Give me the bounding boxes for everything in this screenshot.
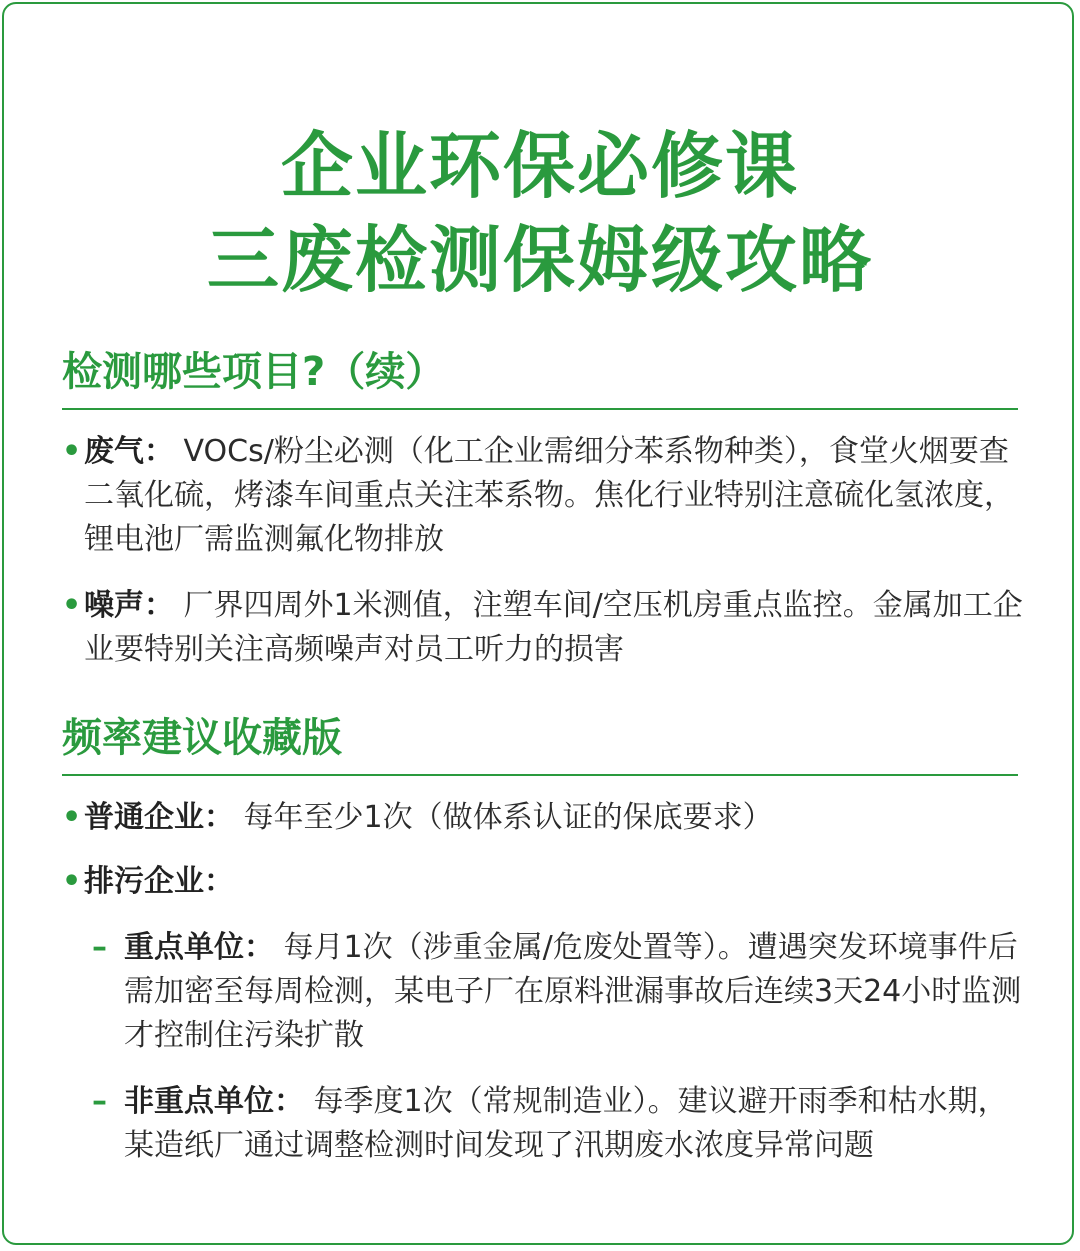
list-item-waste-gas xyxy=(62,430,1024,562)
section-heading-items: 检测哪些项目?（续） xyxy=(62,346,1018,410)
item-text: VOCs/粉尘必测（化工企业需细分苯系物种类），食堂火烟要查二氧化硫，烤漆车间重点关注苯系物。焦化行业特别注意硫化氢浓度，锂电池厂需监测氟化物排放 xyxy=(84,434,1014,557)
bullet-icon: • xyxy=(62,588,82,623)
item-key: 普通企业： xyxy=(84,800,234,835)
bullet-icon: • xyxy=(62,864,82,899)
item-key: 重点单位： xyxy=(124,930,274,965)
dash-icon: – xyxy=(92,930,107,965)
item-text: 每季度1次（常规制造业）。建议避开雨季和枯水期，某造纸厂通过调整检测时间发现了汛期废水浓度异常问题 xyxy=(124,1084,1008,1163)
item-text: 厂界四周外1米测值，注塑车间/空压机房重点监控。金属加工企业要特别关注高频噪声对员工听力的损害 xyxy=(84,588,1023,667)
subitem-key-unit xyxy=(92,926,1024,1058)
section-heading-frequency: 频率建议收藏版 xyxy=(62,712,1018,776)
title-line-1: 企业环保必修课 xyxy=(280,124,799,208)
item-text: 每月1次（涉重金属/危废处置等）。遭遇突发环境事件后需加密至每周检测，某电子厂在原料泄漏事故后连续3天24小时监测才控制住污染扩散 xyxy=(124,930,1022,1053)
item-key: 排污企业： xyxy=(84,864,234,899)
subitem-non-key-unit xyxy=(92,1080,1024,1168)
item-key: 噪声： xyxy=(84,588,174,623)
list-item-noise xyxy=(62,584,1024,672)
bullet-icon: • xyxy=(62,434,82,469)
item-key: 非重点单位： xyxy=(124,1084,304,1119)
item-key: 废气： xyxy=(84,434,174,469)
bullet-icon: • xyxy=(62,800,82,835)
title-line-2: 三废检测保姆级攻略 xyxy=(206,218,873,302)
list-item-polluting-enterprise xyxy=(62,860,1024,904)
list-item-normal-enterprise xyxy=(62,796,1024,840)
dash-icon: – xyxy=(92,1084,107,1119)
item-text: 每年至少1次（做体系认证的保底要求） xyxy=(243,800,773,835)
